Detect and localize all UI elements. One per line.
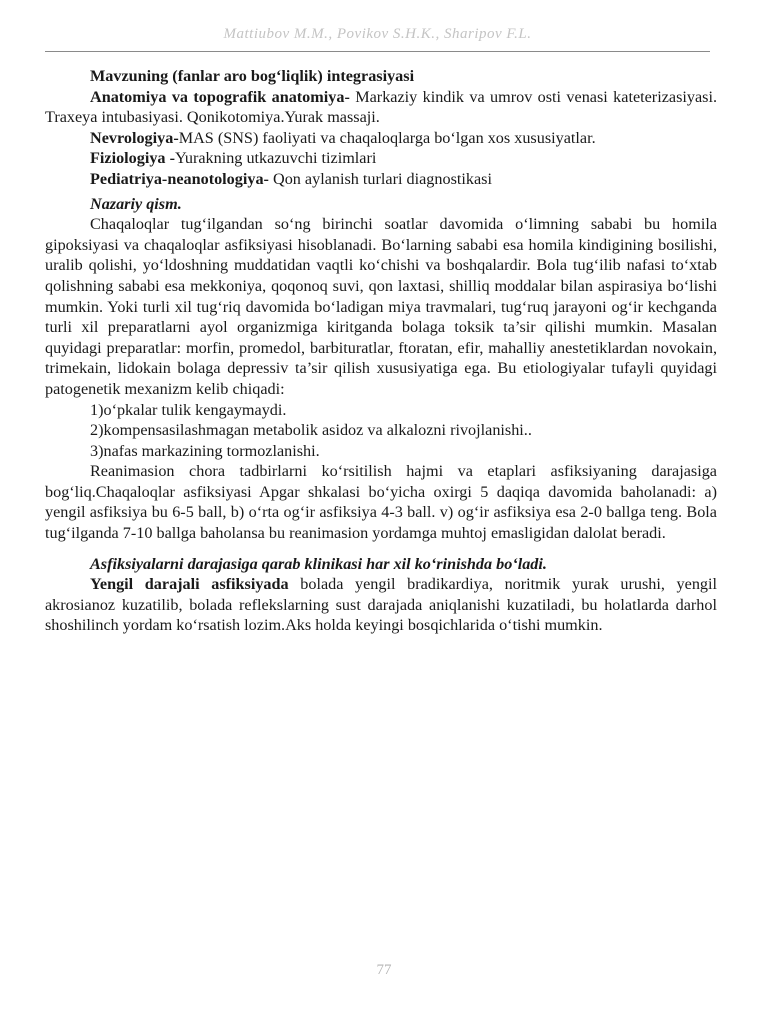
running-head: Mattiubov M.M., Povikov S.H.K., Sharipov F.L. <box>223 26 532 42</box>
page-body <box>45 66 717 636</box>
mechanism-item-2: 2)kompensasilashmagan metabolik asidoz va alkalozni rivojlanishi.. <box>90 421 532 440</box>
integration-anatomy: Anatomiya va topografik anatomiya- Markaziy kindik va umrov osti venasi kateterizasiyasi. Traxeya intubasiyasi. Qonikotomiya.Yurak massaji. <box>45 87 717 127</box>
integration-neurology: Nevrologiya-MAS (SNS) faoliyati va chaqaloqlarga bo‘lgan xos xususiyatlar. <box>90 128 596 147</box>
integration-heading: Mavzuning (fanlar aro bog‘liqlik) integrasiyasi <box>90 67 415 85</box>
integration-physiology: Fiziologiya -Yurakning utkazuvchi tizimlari <box>90 149 377 168</box>
clinical-heading: Asfiksiyalarni darajasiga qarab klinikasi har xil ko‘rinishda bo‘ladi. <box>90 554 547 573</box>
integration-pediatrics: Pediatriya-neanotologiya- Qon aylanish turlari diagnostikasi <box>90 169 492 188</box>
theory-paragraph-2: Reanimasion chora tadbirlarni ko‘rsitilish hajmi va etaplari asfiksiyaning darajasiga bog‘liq.Chaqaloqlar asfiksiyasi Apgar shkalasi bo‘yicha oxirgi 5 daqiqa davomida baholanadi: a) yengil asfiksiya bu 6-5 ball, b) o‘rta og‘ir asfiksiya 4-3 ball. v) og‘ir asfiksiya esa 2-0 ballga teng. Bola tug‘ilganda 7-10 ballga baholansa bu reanimasion yordamga muhtoj emasligidan dalolat beradi. <box>45 462 717 543</box>
page-number: 77 <box>376 962 392 978</box>
theory-heading: Nazariy qism. <box>90 194 182 213</box>
mild-asphyxia-paragraph: Yengil darajali asfiksiyada bolada yengil bradikardiya, noritmik yurak urushi, yengil akrosianoz kuzatilib, bolada reflekslarning sust darajada aniqlanishi kuzatiladi, bu holatlarda darhol shoshilinch yordam ko‘rsatish lozim.Aks holda keyingi bosqichlarida o‘tishi mumkin. <box>45 575 718 635</box>
mechanism-item-1: 1)o‘pkalar tulik kengaymaydi. <box>90 400 287 419</box>
theory-paragraph-1: Chaqaloqlar tug‘ilgandan so‘ng birinchi soatlar davomida o‘limning sababi bu homila gipoksiyasi va chaqaloqlar asfiksiyasi hisoblanadi. Bo‘larning sababi esa homila kindigining bosilishi, uralib qolishi, yo‘ldoshning muddatidan vaqtli ko‘chishi va boshqalardir. Bola tug‘ilib nafasi to‘xtab qolishning sababi esa mekkoniya, qoqonoq suvi, qon laxtasi, shilliq moddalar bilan aspirasiya bo‘lishi mumkin. Yoki turli xil tug‘riq davomida bo‘ladigan miya travmalari, tug‘ruq jarayoni og‘ir kechganda turli xil preparatlarni ayol organizmiga kiritganda bolaga toksik ta’sir qilishi mumkin. Masalan quyidagi preparatlar: morfin, promedol, barbituratlar, ftoratan, efir, mahalliy anestetiklardan novokain, trimekain, lidokain bolaga depressiv ta’sir qilish xususiyatiga ega. Bu etiologiyalar tufayli quyidagi patogenetik mexanizm kelib chiqadi: <box>45 215 717 398</box>
mechanism-item-3: 3)nafas markazining tormozlanishi. <box>90 441 320 460</box>
header-rule <box>45 51 710 52</box>
